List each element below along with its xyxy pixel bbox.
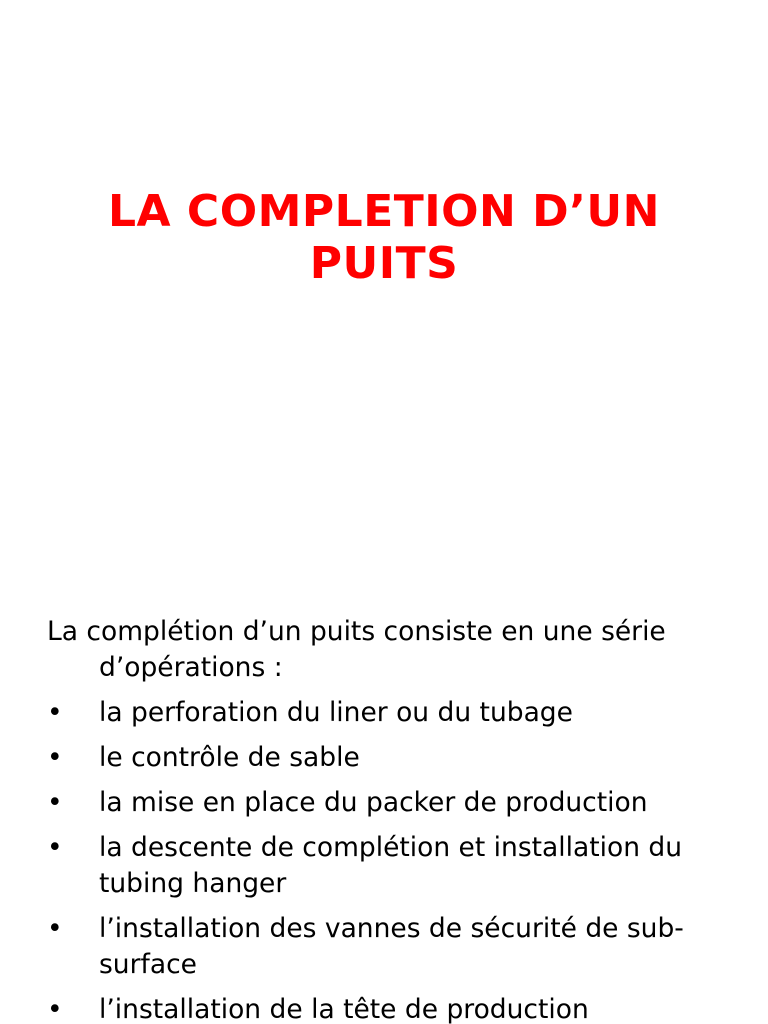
bullet-icon: •	[47, 697, 63, 728]
bullet-text: la mise en place du packer de production	[99, 787, 648, 818]
bullet-text: la descente de complétion et installation du tubing hanger	[99, 832, 683, 899]
slide-title-line: LA COMPLETION D’UN	[108, 186, 660, 237]
bullet-icon: •	[47, 913, 63, 944]
slide-title	[40, 186, 728, 290]
bullet-item	[47, 992, 727, 1024]
bullet-icon: •	[47, 787, 63, 818]
slide-title-line: PUITS	[309, 238, 459, 289]
bullet-item	[47, 740, 727, 776]
intro-text: La complétion d’un puits consiste en une série d’opérations :	[47, 616, 666, 683]
bullet-text: l’installation de la tête de production	[99, 994, 589, 1024]
bullet-text: la perforation du liner ou du tubage	[99, 697, 573, 728]
bullet-icon: •	[47, 832, 63, 863]
bullet-item	[47, 911, 727, 983]
bullet-text: le contrôle de sable	[99, 742, 360, 773]
bullet-list	[47, 695, 727, 1024]
bullet-icon: •	[47, 994, 63, 1024]
bullet-icon: •	[47, 742, 63, 773]
bullet-item	[47, 785, 727, 821]
bullet-item	[47, 695, 727, 731]
bullet-item	[47, 830, 727, 902]
slide-body	[47, 614, 727, 1024]
bullet-text: l’installation des vannes de sécurité de sub-surface	[99, 913, 684, 980]
